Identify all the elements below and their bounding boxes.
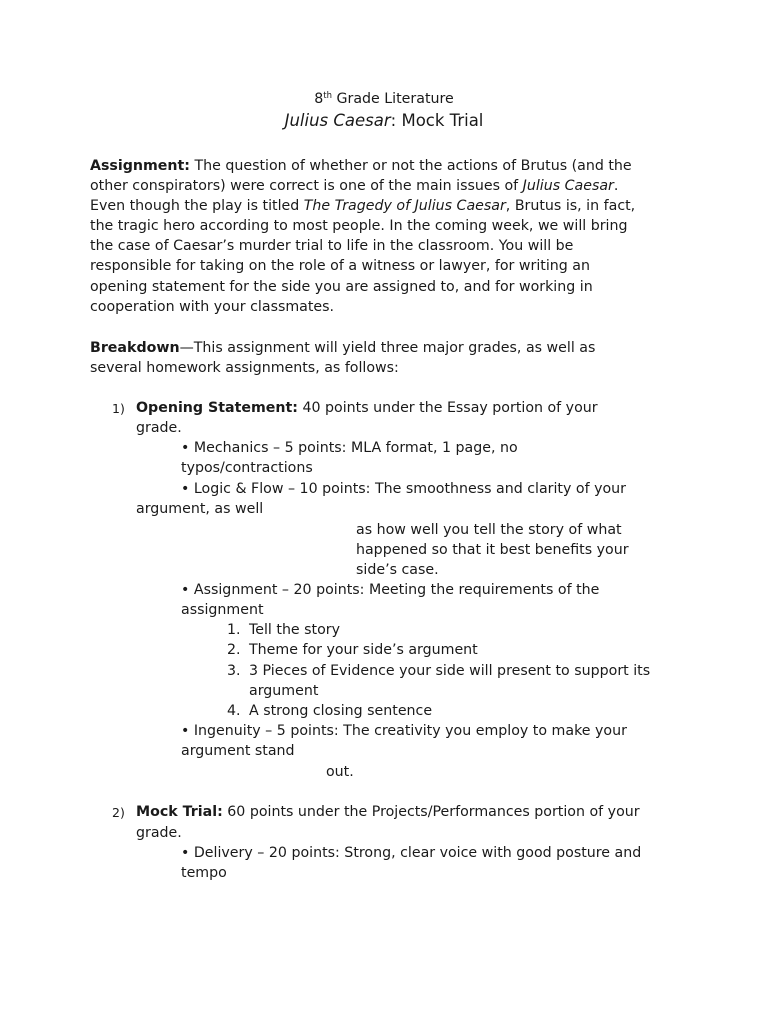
sub-item-number: 1. xyxy=(227,622,241,638)
logic-line-5: side’s case. xyxy=(356,562,439,578)
assignment-req-line-1: • Assignment – 20 points: Meeting the requirements of the xyxy=(181,582,600,598)
assignment-line-1: Assignment: The question of whether or not the actions of Brutus (and the xyxy=(90,158,632,174)
opening-line-2: grade. xyxy=(136,420,182,436)
mock-label: Mock Trial: xyxy=(136,804,223,820)
breakdown-line-1: Breakdown—This assignment will yield three major grades, as well as xyxy=(90,340,596,356)
ingenuity-line-2: argument stand xyxy=(181,743,295,759)
sub-item-number: 3. xyxy=(227,663,241,679)
list-number-1: 1) xyxy=(112,401,125,416)
grade-heading xyxy=(0,89,768,109)
delivery-line-2: tempo xyxy=(181,865,227,881)
document-title xyxy=(0,110,768,132)
opening-label: Opening Statement: xyxy=(136,400,298,416)
sub-item-number: 4. xyxy=(227,703,241,719)
sub-item-text: 3 Pieces of Evidence your side will present to support its xyxy=(249,663,651,679)
opening-line-1: Opening Statement: 40 points under the Essay portion of your xyxy=(136,400,598,416)
sub-item-text: argument xyxy=(249,683,319,699)
logic-line-2: argument, as well xyxy=(136,501,264,517)
grade-suffix: th xyxy=(323,91,332,101)
title-rest: : Mock Trial xyxy=(390,111,484,130)
sub-item-text: A strong closing sentence xyxy=(249,703,433,719)
sub-item-text: Theme for your side’s argument xyxy=(249,642,478,658)
assignment-line-3: Even though the play is titled The Tragedy of Julius Caesar, Brutus is, in fact, xyxy=(90,198,636,214)
ingenuity-line-1: • Ingenuity – 5 points: The creativity you employ to make your xyxy=(181,723,627,739)
logic-line-3: as how well you tell the story of what xyxy=(356,522,622,538)
title-play-name: Julius Caesar xyxy=(284,111,391,130)
sub-item-number: 2. xyxy=(227,642,241,658)
assignment-line-7: opening statement for the side you are assigned to, and for working in xyxy=(90,279,593,295)
ingenuity-line-3: out. xyxy=(326,764,354,780)
assignment-line-2: other conspirators) were correct is one of the main issues of Julius Caesar. xyxy=(90,178,619,194)
breakdown-label: Breakdown xyxy=(90,340,180,356)
mock-line-2: grade. xyxy=(136,825,182,841)
mechanics-line-1: • Mechanics – 5 points: MLA format, 1 page, no xyxy=(181,440,518,456)
grade-number: 8 xyxy=(314,91,324,107)
assignment-line-4: the tragic hero according to most people. In the coming week, we will bring xyxy=(90,218,628,234)
breakdown-line-2: several homework assignments, as follows: xyxy=(90,360,399,376)
logic-line-1: • Logic & Flow – 10 points: The smoothness and clarity of your xyxy=(181,481,626,497)
sub-item-text: Tell the story xyxy=(249,622,341,638)
delivery-line-1: • Delivery – 20 points: Strong, clear voice with good posture and xyxy=(181,845,642,861)
assignment-line-8: cooperation with your classmates. xyxy=(90,299,335,315)
mock-line-1: Mock Trial: 60 points under the Projects/Performances portion of your xyxy=(136,804,640,820)
grade-text: Grade Literature xyxy=(332,91,454,107)
list-number-2: 2) xyxy=(112,805,125,820)
assignment-line-5: the case of Caesar’s murder trial to life in the classroom. You will be xyxy=(90,238,574,254)
assignment-req-line-2: assignment xyxy=(181,602,264,618)
assignment-line-6: responsible for taking on the role of a witness or lawyer, for writing an xyxy=(90,258,590,274)
assignment-label: Assignment: xyxy=(90,158,190,174)
mechanics-line-2: typos/contractions xyxy=(181,460,313,476)
logic-line-4: happened so that it best benefits your xyxy=(356,542,629,558)
